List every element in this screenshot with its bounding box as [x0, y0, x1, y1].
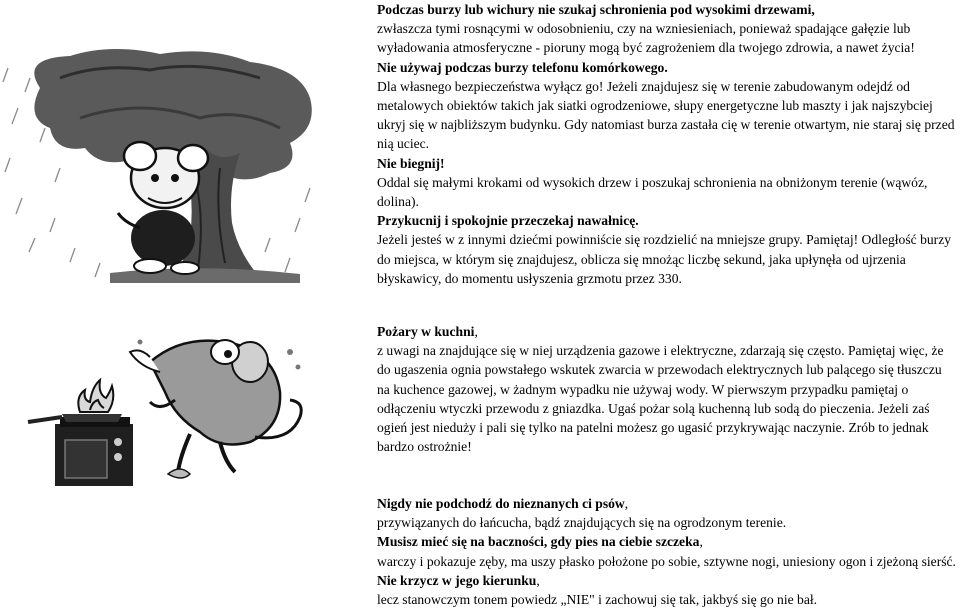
rat-character — [130, 340, 301, 478]
storm-body-2: Oddal się małymi krokami od wysokich drzew i poszukaj schronienia na obniżonym terenie (wąwóz, dolina). — [377, 174, 928, 210]
dogs-final: lecz stanowczym tonem powiedz „NIE" i zachowuj się tak, jakbyś się go nie bał. — [377, 592, 818, 608]
storm-heading: Podczas burzy lub wichury nie szukaj schronienia pod wysokimi drzewami, — [377, 2, 815, 17]
kitchen-fire-heading-suffix: , — [474, 324, 478, 339]
dont-shout-suffix: , — [536, 572, 540, 588]
dont-shout-warning: Nie krzycz w jego kierunku — [377, 572, 537, 588]
fire-icon — [78, 380, 113, 412]
dog-barking-suffix: , — [699, 534, 703, 550]
dogs-heading: Nigdy nie podchodź do nieznanych ci psów — [377, 496, 625, 511]
storm-section — [377, 0, 957, 288]
kitchen-fire-body: z uwagi na znajdujące się w niej urządzenia gazowe i elektryczne, zdarzają się często. Pamiętaj więc, że do ugaszenia ognia powstałego wskutek zwarcia w przewodach elektrycznych lub palącego się tłuszczu na kuchence gazowej, w żadnym wypadku nie używaj wody. W pierwszym przypadku pamiętaj o odłączeniu wtyczki przewodu z gniazdka. Ugaś pożar solą kuchenną lub sodą do pieczenia. Jeżeli zaś ogień jest nieduży i pali się tylko na patelni możesz go ugasić przykrywając naczynie. Zrób to jednak bardzo ostrożnie! — [377, 343, 944, 455]
frying-pan-icon — [28, 414, 122, 422]
kitchen-fire-illustration — [0, 322, 318, 490]
crouch-warning: Przykucnij i spokojnie przeczekaj nawałnicę. — [377, 213, 639, 229]
kitchen-fire-section — [377, 322, 957, 456]
dont-run-warning: Nie biegnij! — [377, 155, 445, 171]
storm-body-1: Dla własnego bezpieczeństwa wyłącz go! Jeżeli znajdujesz się w terenie zabudowanym odejdź od metalowych obiektów takich jak siatki ogrodzeniowe, słupy energetyczne lub maszty i jak najszybciej ukryj się w najbliższym budynku. Gdy natomiast burza zastała cię w terenie otwartym, nie staraj się przed nią uciec. — [377, 78, 955, 152]
dogs-section — [377, 494, 957, 609]
storm-tree-illustration — [0, 48, 318, 283]
dogs-line-2: przywiązanych do łańcucha, bądź znajdujących się na ogrodzonym terenie. — [377, 515, 787, 531]
dogs-heading-suffix: , — [624, 496, 629, 511]
stove-icon — [55, 417, 133, 486]
dog-barking-warning: Musisz mieć się na baczności, gdy pies na ciebie szczeka — [377, 534, 700, 550]
phone-warning: Nie używaj podczas burzy telefonu komórkowego. — [377, 59, 668, 75]
storm-intro: zwłaszcza tymi rosnącymi w odosobnieniu, czy na wzniesieniach, ponieważ spadające gałęzie lub wyładowania atmosferyczne - pioruny mogą być zagrożeniem dla twojego zdrowia, a nawet życia! — [377, 21, 915, 56]
dogs-body: warczy i pokazuje zęby, ma uszy płasko położone po sobie, sztywne nogi, uniesiony ogon i zjeżoną sierść. — [377, 553, 956, 569]
storm-body-3: Jeżeli jesteś w z innymi dziećmi powinniście się rozdzielić na mniejsze grupy. Pamiętaj! Odległość burzy do miejsca, w którym się znajdujesz, oblicza się mnożąc liczbę sekund, jaka upłynęła od ujrzenia błyskawicy, do momentu usłyszenia grzmotu przez 330. — [377, 232, 952, 286]
kitchen-fire-heading: Pożary w kuchni — [377, 324, 475, 339]
